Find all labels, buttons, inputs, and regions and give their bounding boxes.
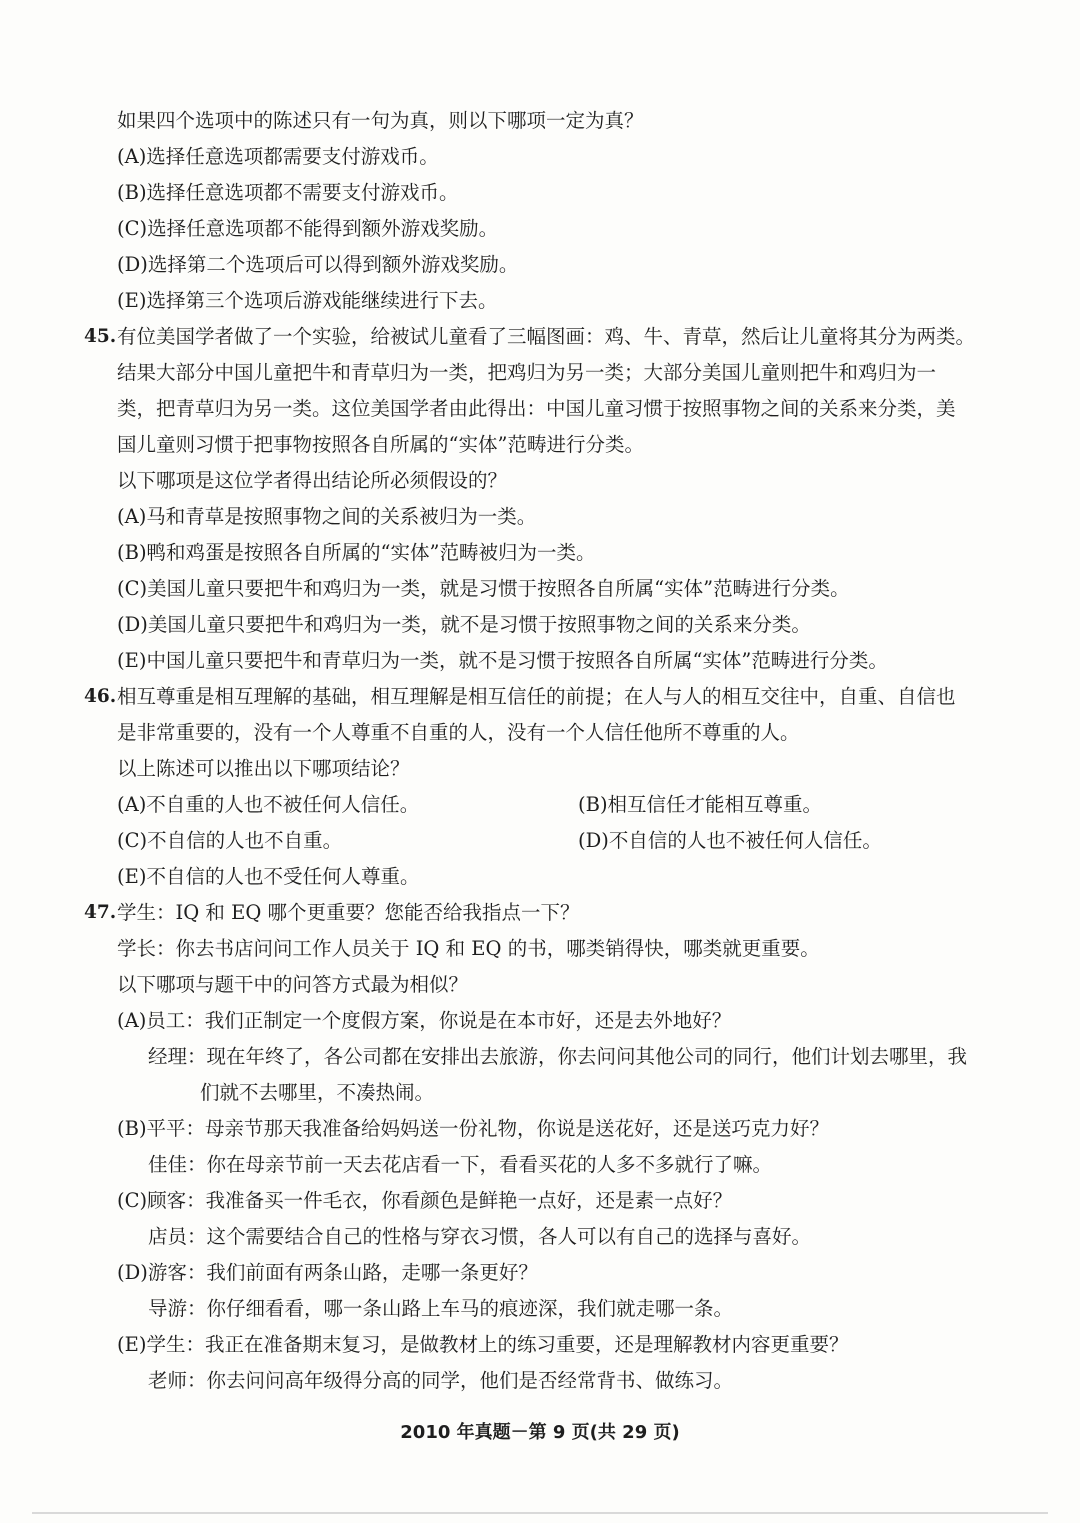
q47-number: 47. (84, 902, 117, 923)
bottom-rule (32, 1512, 1048, 1514)
q46-option-e: (E)不自信的人也不受任何人尊重。 (117, 865, 420, 888)
q46-stem: 以上陈述可以推出以下哪项结论？ (117, 757, 410, 780)
q45-option-d: (D)美国儿童只要把牛和鸡归为一类，就不是习惯于按照事物之间的关系来分类。 (117, 613, 811, 636)
q46-text-line: 是非常重要的，没有一个人尊重不自重的人，没有一个人信任他所不尊重的人。 (117, 721, 800, 744)
q44-stem: 如果四个选项中的陈述只有一句为真，则以下哪项一定为真？ (117, 109, 644, 132)
q45-option-e: (E)中国儿童只要把牛和青草归为一类，就不是习惯于按照各自所属“实体”范畴进行分类。 (117, 649, 888, 672)
q45-text-line: 国儿童则习惯于把事物按照各自所属的“实体”范畴进行分类。 (117, 433, 644, 456)
q47-option-b-line: (B)平平：母亲节那天我准备给妈妈送一份礼物，你说是送花好，还是送巧克力好？ (117, 1117, 830, 1140)
q47-option-d-line: (D)游客：我们前面有两条山路，走哪一条更好？ (117, 1261, 538, 1284)
q44-option-b: (B)选择任意选项都不需要支付游戏币。 (117, 181, 459, 204)
q44-option-c: (C)选择任意选项都不能得到额外游戏奖励。 (117, 217, 499, 240)
q44-option-e: (E)选择第三个选项后游戏能继续进行下去。 (117, 289, 498, 312)
q47-text-line: 学长：你去书店问问工作人员关于 IQ 和 EQ 的书，哪类销得快，哪类就更重要。 (117, 937, 820, 960)
q47-option-e-line: (E)学生：我正在准备期末复习，是做教材上的练习重要，还是理解教材内容更重要？ (117, 1333, 849, 1356)
q44-option-d: (D)选择第二个选项后可以得到额外游戏奖励。 (117, 253, 519, 276)
q47-option-c-line: (C)顾客：我准备买一件毛衣，你看颜色是鲜艳一点好，还是素一点好？ (117, 1189, 733, 1212)
q45-option-c: (C)美国儿童只要把牛和鸡归为一类，就是习惯于按照各自所属“实体”范畴进行分类。 (117, 577, 850, 600)
q47-option-a-line: (A)员工：我们正制定一个度假方案，你说是在本市好，还是去外地好？ (117, 1009, 732, 1032)
q47-option-b-line: 佳佳：你在母亲节前一天去花店看一下，看看买花的人多不多就行了嘛。 (148, 1153, 773, 1176)
q46-option-c: (C)不自信的人也不自重。 (117, 829, 343, 852)
q47-option-d-line: 导游：你仔细看看，哪一条山路上车马的痕迹深，我们就走哪一条。 (148, 1297, 734, 1320)
q45-text-line: 类，把青草归为另一类。这位美国学者由此得出：中国儿童习惯于按照事物之间的关系来分类，美 (117, 397, 956, 420)
q45-option-a: (A)马和青草是按照事物之间的关系被归为一类。 (117, 505, 537, 528)
q47-option-e-line: 老师：你去问问高年级得分高的同学，他们是否经常背书、做练习。 (148, 1369, 734, 1392)
page-footer: 2010 年真题－第 9 页(共 29 页) (400, 1422, 680, 1443)
q46-option-a: (A)不自重的人也不被任何人信任。 (117, 793, 420, 816)
q46-number: 46. (84, 686, 117, 707)
q45-stem: 以下哪项是这位学者得出结论所必须假设的？ (117, 469, 508, 492)
q47-option-c-line: 店员：这个需要结合自己的性格与穿衣习惯，各人可以有自己的选择与喜好。 (148, 1225, 812, 1248)
q47-text-line: 学生：IQ 和 EQ 哪个更重要？您能否给我指点一下？ (117, 901, 580, 924)
q46-option-b: (B)相互信任才能相互尊重。 (578, 793, 823, 816)
q44-option-a: (A)选择任意选项都需要支付游戏币。 (117, 145, 439, 168)
q46-option-d: (D)不自信的人也不被任何人信任。 (578, 829, 882, 852)
q47-stem: 以下哪项与题干中的问答方式最为相似？ (117, 973, 469, 996)
q45-number: 45. (84, 326, 117, 347)
q47-option-a-line: 们就不去哪里，不凑热闹。 (200, 1081, 435, 1104)
q45-text-line: 有位美国学者做了一个实验，给被试儿童看了三幅图画：鸡、牛、青草，然后让儿童将其分为两类。 (117, 325, 976, 348)
q46-text-line: 相互尊重是相互理解的基础，相互理解是相互信任的前提；在人与人的相互交往中，自重、自信也 (117, 685, 956, 708)
q45-text-line: 结果大部分中国儿童把牛和青草归为一类，把鸡归为另一类；大部分美国儿童则把牛和鸡归为一 (117, 361, 937, 384)
q45-option-b: (B)鸭和鸡蛋是按照各自所属的“实体”范畴被归为一类。 (117, 541, 596, 564)
q47-option-a-line: 经理：现在年终了，各公司都在安排出去旅游，你去问问其他公司的同行，他们计划去哪里，我 (148, 1045, 968, 1068)
